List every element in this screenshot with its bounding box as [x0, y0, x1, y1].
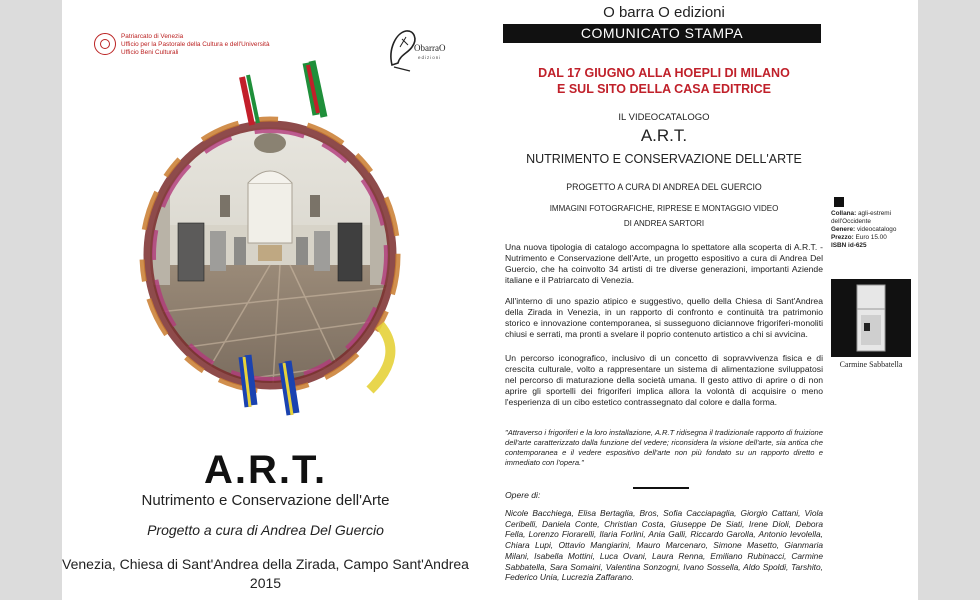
- patriarcato-line: Patriarcato di Venezia: [121, 33, 184, 40]
- logo-text: ObarraO: [414, 43, 446, 53]
- press-release-banner: COMUNICATO STAMPA: [503, 24, 821, 43]
- opere-heading: Opere di:: [505, 490, 541, 500]
- release-subtitle: NUTRIMENTO E CONSERVAZIONE DELL'ARTE: [526, 152, 802, 166]
- project-curator: PROGETTO A CURA DI ANDREA DEL GUERCIO: [566, 182, 762, 192]
- fridge-artwork-image: [831, 279, 911, 357]
- patriarcato-text: [121, 33, 270, 57]
- artists-list: Nicole Bacchiega, Elisa Bertaglia, Bros, Sofia Cacciapaglia, Giorgio Cattani, Viola Ceribelli, Daniela Conte, Christian Costa, Giuseppe De Siati, Irene Dioli, Debora Fella, Lorenzo Fiorarelli, Ilaria Forlini, Ania Galli, Riccardo Garolla, Antonio Ievolella, Chiara Lupi, Ottavio Mangiarini, Mauro Marcenaro, Simone Masetto, Gianmaria Milani, Isabella Mottini, Luca Ovani, Laura Renna, Emiliano Rubinacci, Carmine Sabbatella, Sara Somaini, Valentina Sonzogni, Ivano Sossella, Aldo Spoldi, Tarshito, Federico Unia, Lucrezia Zaffarano.: [505, 508, 823, 583]
- sidebar-square-icon: [834, 197, 844, 207]
- genere-value: videocatalogo: [856, 226, 897, 233]
- catalog-details: [831, 210, 917, 250]
- cover-curator: Progetto a cura di Andrea Del Guercio: [147, 522, 384, 538]
- patriarcato-header: [94, 33, 270, 57]
- catalog-cover: [62, 0, 469, 600]
- paragraph-1: Una nuova tipologia di catalogo accompagna lo spettatore alla scoperta di A.R.T. - Nutrimento e Conservazione dell'Arte, un progetto espositivo a cura di Andrea Del Guercio, che ha coinvolto 34 artisti di tre diverse generazioni, importanti Aziende italiane e il Patriarcato di Venezia.: [505, 242, 823, 285]
- cover-subtitle: Nutrimento e Conservazione dell'Arte: [141, 492, 390, 509]
- paragraph-2: All'interno di uno spazio atipico e suggestivo, quello della Chiesa di Sant'Andrea della Zirada in Venezia, in un rapporto di confronto e continuità tra patrimonio storico e innovazione contemporanea, si susseguono diciannove frigoriferi-monoliti chiusi e serrati, ma pronti a svelare il poprio contenuto artistico a chi si avvicina.: [505, 296, 823, 339]
- logo-sub: edizioni: [418, 55, 442, 60]
- cover-venue: Venezia, Chiesa di Sant'Andrea della Zirada, Campo Sant'Andrea: [62, 556, 469, 572]
- prezzo-label: Prezzo:: [831, 234, 854, 241]
- patriarcato-line: Ufficio per la Pastorale della Cultura e dell'Università: [121, 41, 270, 48]
- release-title: A.R.T.: [640, 126, 688, 145]
- kicker: IL VIDEOCATALOGO: [618, 112, 710, 123]
- genere-label: Genere:: [831, 226, 856, 233]
- paragraph-3: Un percorso iconografico, inclusivo di un concetto di sopravvivenza fisica e di crescita culturale, volto a rappresentare un sistema di alimentazione sviluppatosi nel percorso di maturazione della società umana. Il gesto attivo di aprire o di non aprire gli sportelli dei frigoriferi implica allora la volontà di acquisire o meno l'esperienza di un cibo estetico contrassegnato dal colore e dalla forma.: [505, 353, 823, 407]
- quote-block: "Attraverso i frigoriferi e la loro installazione, A.R.T ridisegna il tradizionale rapporto di fruizione dell'arte caratterizzato dalla funzione del vedere; riconsidera la visione dell'arte, sia antica che contemporanea e il vedere espositivo dell'arte non più fondato su un rapporto diretto e immediato con l'opera.": [505, 428, 823, 467]
- divider: [633, 487, 689, 489]
- headline-line-2: E SUL SITO DELLA CASA EDITRICE: [557, 82, 771, 96]
- cover-title: A.R.T.: [203, 448, 328, 492]
- prezzo-value: Euro 15.00: [855, 234, 887, 241]
- credits-line-1: IMMAGINI FOTOGRAFICHE, RIPRESE E MONTAGGIO VIDEO: [549, 204, 779, 213]
- credits-line-2: DI ANDREA SARTORI: [623, 219, 705, 228]
- image-caption: Carmine Sabbatella: [839, 360, 903, 369]
- headline-line-1: DAL 17 GIUGNO ALLA HOEPLI DI MILANO: [538, 66, 790, 80]
- collana-label: Collana:: [831, 210, 857, 217]
- patriarcato-seal-icon: [94, 33, 116, 55]
- cover-year: 2015: [249, 575, 282, 591]
- publisher-name: O barra O edizioni: [603, 4, 725, 21]
- collana-value: agli-estremi dell'Occidente: [831, 210, 892, 225]
- patriarcato-line: Ufficio Beni Culturali: [121, 49, 179, 56]
- church-interior-photo: [130, 55, 420, 435]
- press-release-page: [469, 0, 918, 600]
- isbn: ISBN id-625: [831, 242, 867, 249]
